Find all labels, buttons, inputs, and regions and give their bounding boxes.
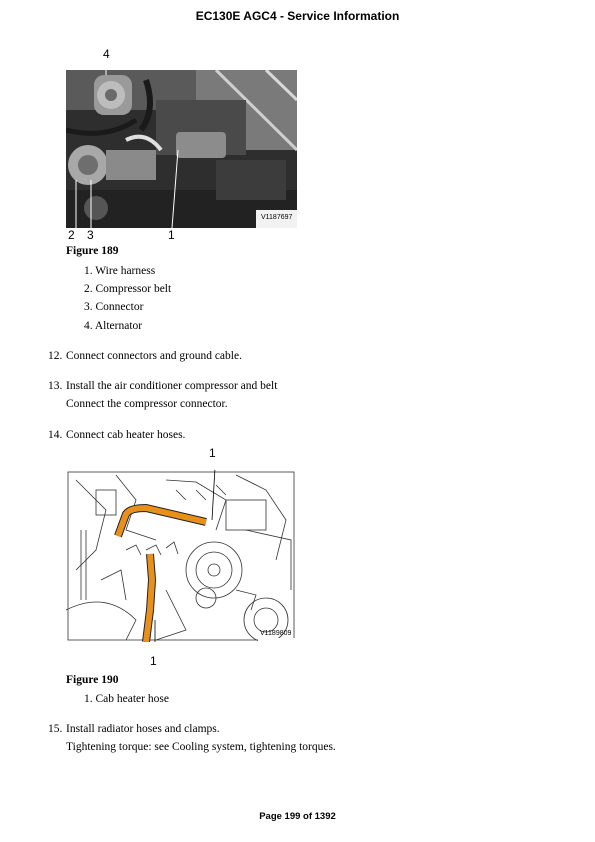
figure-189-item: 2. Compressor belt	[84, 283, 172, 295]
step-text: Connect connectors and ground cable.	[66, 350, 242, 362]
figure-189-item: 4. Alternator	[84, 320, 143, 332]
callout-4: 4	[103, 47, 110, 61]
step-number: 13.	[48, 380, 63, 392]
page-number: Page 199 of 1392	[259, 811, 336, 822]
engine-drawing-figure-190	[66, 470, 296, 642]
step-text: Install the air conditioner compressor and belt	[66, 380, 278, 392]
step-subtext: Tightening torque: see Cooling system, tightening torques.	[66, 741, 336, 753]
step-text: Install radiator hoses and clamps.	[66, 723, 220, 735]
callout-1: 1	[168, 228, 175, 242]
step-number: 14.	[48, 429, 63, 441]
figure-190-code: V1189809	[260, 630, 292, 637]
figure-189-item: 1. Wire harness	[84, 265, 156, 277]
step-number: 15.	[48, 723, 63, 735]
figure-189-item: 3. Connector	[84, 301, 144, 313]
document-title: EC130E AGC4 - Service Information	[195, 9, 400, 23]
callout-1-top: 1	[209, 446, 216, 460]
step-subtext: Connect the compressor connector.	[66, 398, 228, 410]
callout-1-bottom: 1	[150, 654, 157, 668]
step-number: 12.	[48, 350, 63, 362]
figure-189-caption: Figure 189	[66, 245, 119, 257]
figure-190-caption: Figure 190	[66, 674, 119, 686]
callout-3: 3	[87, 228, 94, 242]
figure-190-item: 1. Cab heater hose	[84, 693, 169, 705]
step-text: Connect cab heater hoses.	[66, 429, 186, 441]
engine-photo-figure-189	[66, 70, 297, 228]
figure-189-code: V1187697	[261, 214, 293, 221]
callout-2: 2	[68, 228, 75, 242]
